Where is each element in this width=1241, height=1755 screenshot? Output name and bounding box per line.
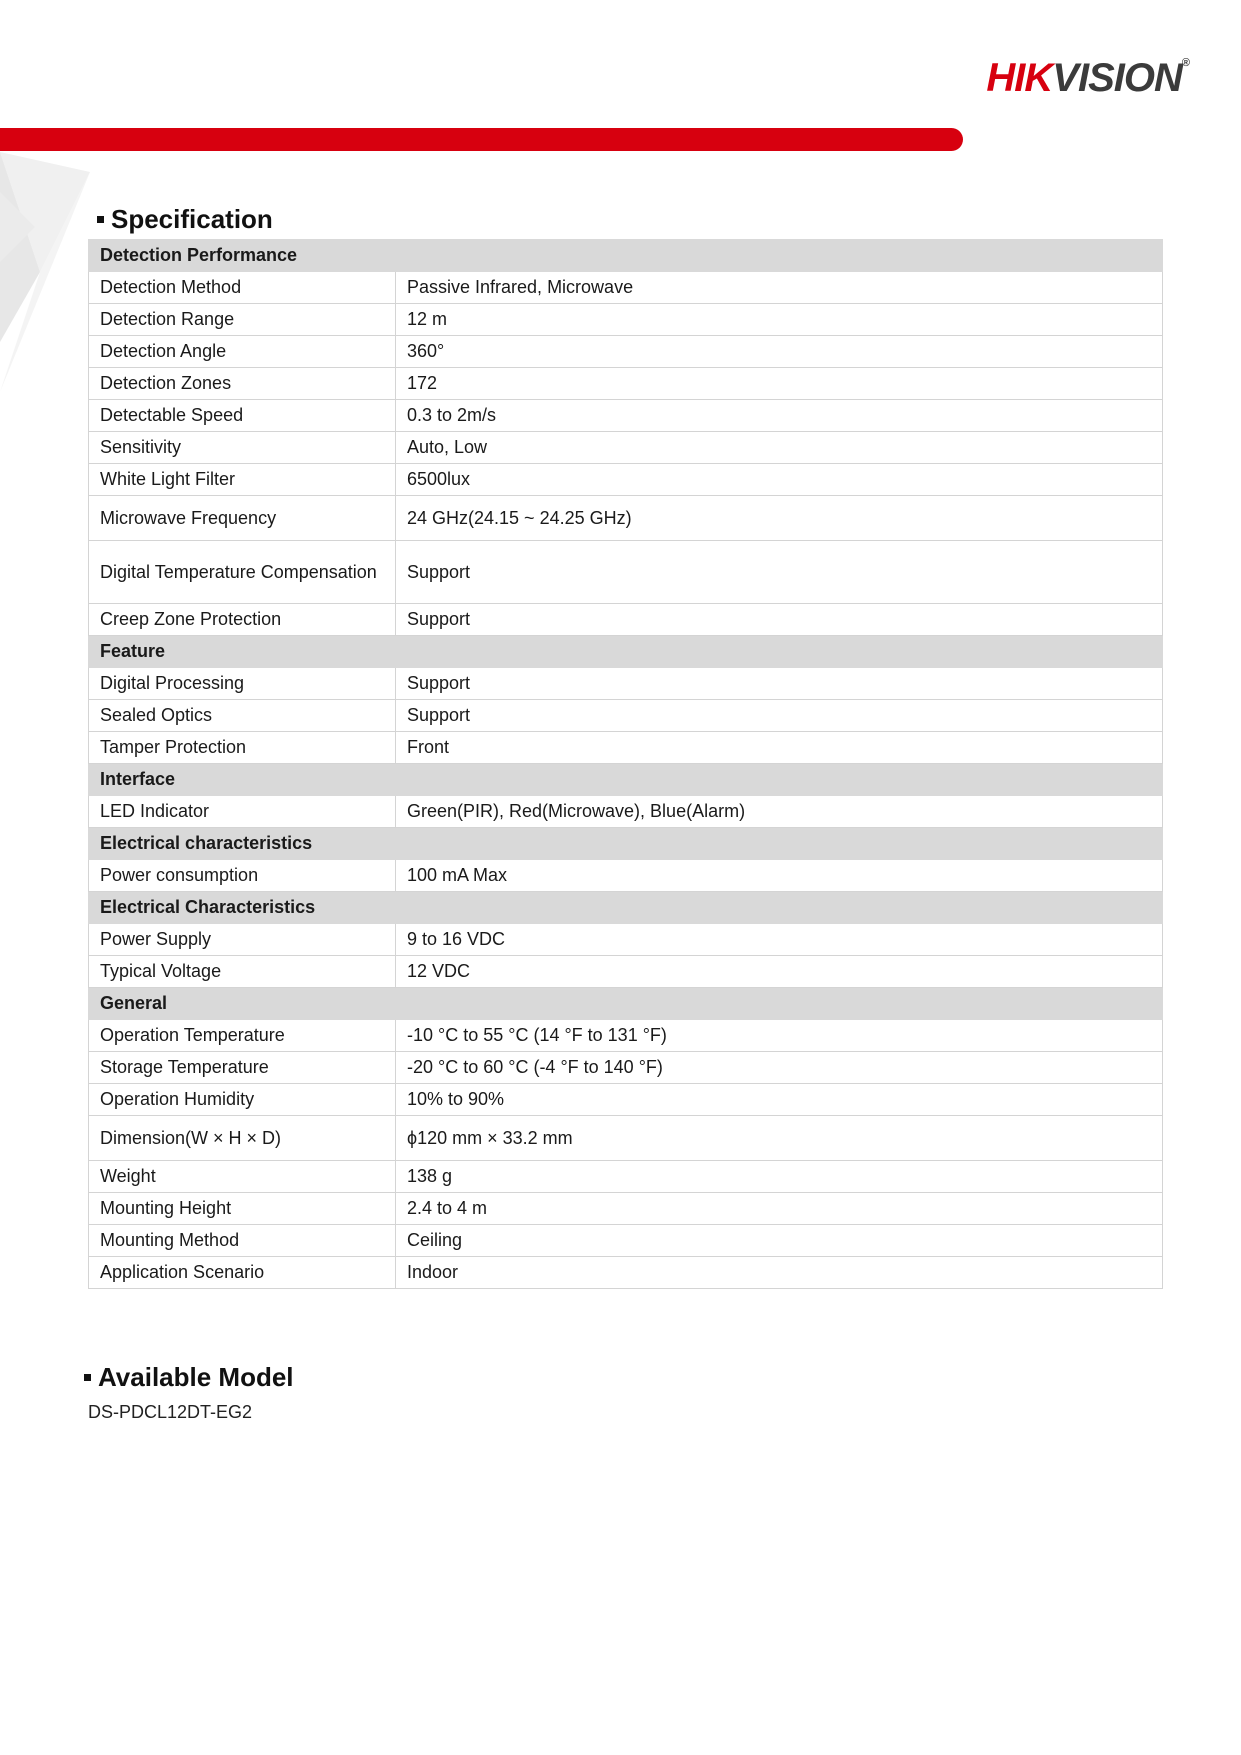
- table-row: [89, 368, 1163, 400]
- table-row: [89, 464, 1163, 496]
- logo-text-dark: VISION: [1052, 56, 1182, 100]
- group-row: [89, 636, 1163, 668]
- available-model-title: Available Model: [98, 1362, 294, 1392]
- spec-label: Power consumption: [89, 860, 396, 892]
- spec-label: Sealed Optics: [89, 700, 396, 732]
- spec-label: Detection Method: [89, 272, 396, 304]
- table-row: [89, 304, 1163, 336]
- spec-label: Detection Zones: [89, 368, 396, 400]
- table-row: [89, 1116, 1163, 1161]
- spec-label: Operation Temperature: [89, 1020, 396, 1052]
- group-row: [89, 764, 1163, 796]
- table-row: [89, 604, 1163, 636]
- available-model-heading: [84, 1362, 294, 1393]
- spec-value: 9 to 16 VDC: [396, 924, 1163, 956]
- bullet-icon: [97, 216, 104, 223]
- table-row: [89, 1052, 1163, 1084]
- spec-value: Support: [396, 700, 1163, 732]
- table-row: [89, 336, 1163, 368]
- spec-label: Power Supply: [89, 924, 396, 956]
- group-row: [89, 240, 1163, 272]
- table-row: [89, 1020, 1163, 1052]
- spec-value: 12 VDC: [396, 956, 1163, 988]
- spec-value: 2.4 to 4 m: [396, 1193, 1163, 1225]
- spec-label: Digital Processing: [89, 668, 396, 700]
- group-header: Electrical characteristics: [89, 828, 1163, 860]
- table-row: [89, 1257, 1163, 1289]
- table-row: [89, 668, 1163, 700]
- spec-value: Support: [396, 604, 1163, 636]
- spec-label: Detectable Speed: [89, 400, 396, 432]
- spec-label: Digital Temperature Compensation: [89, 541, 396, 604]
- bullet-icon: [84, 1374, 91, 1381]
- spec-value: Front: [396, 732, 1163, 764]
- model-number: DS-PDCL12DT-EG2: [88, 1402, 253, 1422]
- spec-value: 172: [396, 368, 1163, 400]
- spec-value: ϕ120 mm × 33.2 mm: [396, 1116, 1163, 1161]
- spec-value: 10% to 90%: [396, 1084, 1163, 1116]
- spec-value: 0.3 to 2m/s: [396, 400, 1163, 432]
- specification-title: Specification: [111, 204, 273, 234]
- spec-value: 24 GHz(24.15 ~ 24.25 GHz): [396, 496, 1163, 541]
- table-row: [89, 1161, 1163, 1193]
- specification-heading: [97, 204, 273, 235]
- spec-label: Sensitivity: [89, 432, 396, 464]
- group-header: General: [89, 988, 1163, 1020]
- spec-label: Microwave Frequency: [89, 496, 396, 541]
- table-row: [89, 1193, 1163, 1225]
- group-header: Feature: [89, 636, 1163, 668]
- group-row: [89, 892, 1163, 924]
- specification-table: [88, 239, 1163, 1289]
- spec-value: Indoor: [396, 1257, 1163, 1289]
- logo-text-red: HIK: [986, 56, 1053, 100]
- table-row: [89, 860, 1163, 892]
- spec-value: 100 mA Max: [396, 860, 1163, 892]
- table-row: [89, 432, 1163, 464]
- spec-value: Ceiling: [396, 1225, 1163, 1257]
- spec-value: -10 °C to 55 °C (14 °F to 131 °F): [396, 1020, 1163, 1052]
- table-row: [89, 1225, 1163, 1257]
- spec-value: 12 m: [396, 304, 1163, 336]
- spec-label: Weight: [89, 1161, 396, 1193]
- decorative-watermark: [0, 152, 95, 397]
- group-header: Interface: [89, 764, 1163, 796]
- spec-label: Storage Temperature: [89, 1052, 396, 1084]
- table-row: [89, 541, 1163, 604]
- spec-value: Passive Infrared, Microwave: [396, 272, 1163, 304]
- group-row: [89, 988, 1163, 1020]
- spec-value: 360°: [396, 336, 1163, 368]
- table-row: [89, 796, 1163, 828]
- spec-label: Typical Voltage: [89, 956, 396, 988]
- header-red-bar: [0, 128, 963, 151]
- hikvision-logo: [986, 58, 1189, 98]
- table-row: [89, 700, 1163, 732]
- logo-registered-mark: ®: [1181, 57, 1189, 69]
- group-row: [89, 828, 1163, 860]
- group-header: Detection Performance: [89, 240, 1163, 272]
- table-row: [89, 272, 1163, 304]
- table-row: [89, 924, 1163, 956]
- group-header: Electrical Characteristics: [89, 892, 1163, 924]
- spec-value: Green(PIR), Red(Microwave), Blue(Alarm): [396, 796, 1163, 828]
- spec-label: Operation Humidity: [89, 1084, 396, 1116]
- spec-value: -20 °C to 60 °C (-4 °F to 140 °F): [396, 1052, 1163, 1084]
- spec-value: Auto, Low: [396, 432, 1163, 464]
- spec-value: Support: [396, 541, 1163, 604]
- spec-value: 6500lux: [396, 464, 1163, 496]
- spec-label: Tamper Protection: [89, 732, 396, 764]
- spec-value: Support: [396, 668, 1163, 700]
- spec-label: Application Scenario: [89, 1257, 396, 1289]
- table-row: [89, 732, 1163, 764]
- spec-label: Mounting Height: [89, 1193, 396, 1225]
- spec-label: LED Indicator: [89, 796, 396, 828]
- spec-label: Mounting Method: [89, 1225, 396, 1257]
- table-row: [89, 1084, 1163, 1116]
- spec-label: White Light Filter: [89, 464, 396, 496]
- table-row: [89, 400, 1163, 432]
- spec-label: Detection Range: [89, 304, 396, 336]
- spec-value: 138 g: [396, 1161, 1163, 1193]
- spec-label: Dimension(W × H × D): [89, 1116, 396, 1161]
- spec-label: Detection Angle: [89, 336, 396, 368]
- table-row: [89, 496, 1163, 541]
- table-row: [89, 956, 1163, 988]
- spec-label: Creep Zone Protection: [89, 604, 396, 636]
